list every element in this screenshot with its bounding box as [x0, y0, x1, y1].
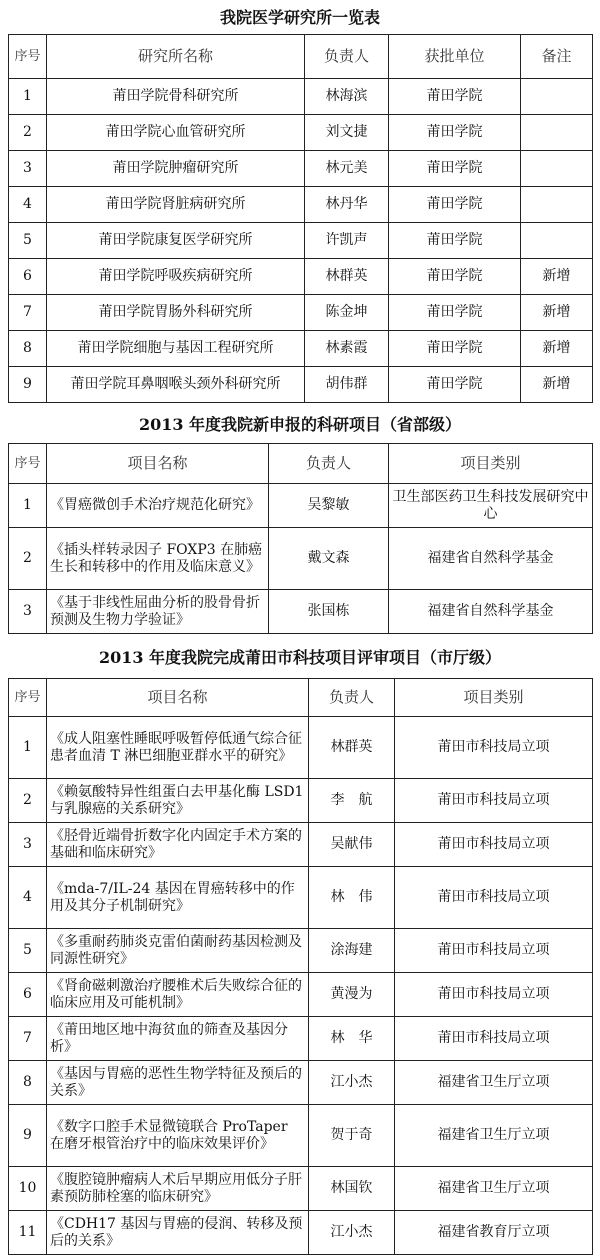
table3-header-leader: 负责人 [309, 679, 395, 717]
cell-unit: 莆田学院 [389, 115, 521, 151]
cell-category: 卫生部医药卫生科技发展研究中心 [389, 484, 593, 528]
cell-note [521, 151, 593, 187]
table3-title: 2013 年度我院完成莆田市科技项目评审项目（市厅级） [98, 648, 502, 667]
table-row [9, 187, 593, 223]
cell-name: 莆田学院呼吸疾病研究所 [47, 259, 305, 295]
cell-category: 莆田市科技局立项 [395, 1017, 593, 1061]
cell-category: 福建省自然科学基金 [389, 590, 593, 634]
cell-leader: 林元美 [305, 151, 389, 187]
table-row [9, 223, 593, 259]
cell-seq: 3 [9, 590, 47, 634]
cell-leader: 林素霞 [305, 331, 389, 367]
table2-header-leader: 负责人 [269, 444, 389, 484]
cell-leader: 胡伟群 [305, 367, 389, 403]
cell-leader: 林海滨 [305, 79, 389, 115]
cell-seq: 9 [9, 367, 47, 403]
cell-leader: 刘文捷 [305, 115, 389, 151]
cell-project-name: 《成人阻塞性睡眠呼吸暂停低通气综合征患者血清 T 淋巴细胞亚群水平的研究》 [47, 717, 309, 779]
table1-header-seq: 序号 [9, 35, 47, 79]
provincial-projects-table [8, 443, 593, 634]
table-row [9, 1211, 593, 1255]
cell-unit: 莆田学院 [389, 223, 521, 259]
cell-project-name: 《肾俞磁刺激治疗腰椎术后失败综合征的临床应用及可能机制》 [47, 973, 309, 1017]
table-row [9, 259, 593, 295]
cell-leader: 涂海建 [309, 929, 395, 973]
cell-seq: 2 [9, 115, 47, 151]
cell-project-name: 《胃癌微创手术治疗规范化研究》 [47, 484, 269, 528]
cell-name: 莆田学院胃肠外科研究所 [47, 295, 305, 331]
cell-category: 福建省卫生厅立项 [395, 1167, 593, 1211]
cell-leader: 林国钦 [309, 1167, 395, 1211]
cell-seq: 6 [9, 973, 47, 1017]
cell-unit: 莆田学院 [389, 367, 521, 403]
cell-leader: 林丹华 [305, 187, 389, 223]
cell-leader: 林 伟 [309, 867, 395, 929]
cell-project-name: 《基因与胃癌的恶性生物学特征及预后的关系》 [47, 1061, 309, 1105]
cell-project-name: 《多重耐药肺炎克雷伯菌耐药基因检测及同源性研究》 [47, 929, 309, 973]
cell-unit: 莆田学院 [389, 151, 521, 187]
cell-project-name: 《数字口腔手术显微镜联合 ProTaper 在磨牙根管治疗中的临床效果评价》 [47, 1105, 309, 1167]
table-row [9, 779, 593, 823]
cell-project-name: 《插头样转录因子 FOXP3 在肺癌生长和转移中的作用及临床意义》 [47, 528, 269, 590]
municipal-projects-table [8, 678, 593, 1255]
cell-seq: 8 [9, 1061, 47, 1105]
cell-category: 福建省卫生厅立项 [395, 1061, 593, 1105]
cell-leader: 贺于奇 [309, 1105, 395, 1167]
table-row [9, 367, 593, 403]
institutes-table [8, 34, 593, 403]
cell-seq: 3 [9, 151, 47, 187]
cell-category: 莆田市科技局立项 [395, 823, 593, 867]
cell-leader: 张国栋 [269, 590, 389, 634]
cell-leader: 黄漫为 [309, 973, 395, 1017]
cell-seq: 6 [9, 259, 47, 295]
cell-leader: 许凯声 [305, 223, 389, 259]
cell-note: 新增 [521, 367, 593, 403]
table-row [9, 79, 593, 115]
table2-header-name: 项目名称 [47, 444, 269, 484]
cell-note: 新增 [521, 295, 593, 331]
table-row [9, 823, 593, 867]
cell-seq: 11 [9, 1211, 47, 1255]
table-row [9, 528, 593, 590]
cell-note: 新增 [521, 259, 593, 295]
cell-seq: 5 [9, 223, 47, 259]
cell-name: 莆田学院细胞与基因工程研究所 [47, 331, 305, 367]
table2-header-seq: 序号 [9, 444, 47, 484]
cell-project-name: 《莆田地区地中海贫血的筛查及基因分析》 [47, 1017, 309, 1061]
table-row [9, 973, 593, 1017]
cell-category: 福建省教育厅立项 [395, 1211, 593, 1255]
cell-seq: 2 [9, 528, 47, 590]
cell-leader: 江小杰 [309, 1061, 395, 1105]
table-row [9, 1167, 593, 1211]
cell-unit: 莆田学院 [389, 259, 521, 295]
table-row [9, 1017, 593, 1061]
cell-unit: 莆田学院 [389, 295, 521, 331]
table-row [9, 1061, 593, 1105]
cell-category: 莆田市科技局立项 [395, 717, 593, 779]
cell-note [521, 79, 593, 115]
table2-header-category: 项目类别 [389, 444, 593, 484]
cell-unit: 莆田学院 [389, 331, 521, 367]
cell-seq: 10 [9, 1167, 47, 1211]
cell-category: 福建省自然科学基金 [389, 528, 593, 590]
table-row [9, 867, 593, 929]
cell-project-name: 《腹腔镜肿瘤病人术后早期应用低分子肝素预防肺栓塞的临床研究》 [47, 1167, 309, 1211]
table1-title: 我院医学研究所一览表 [219, 8, 380, 27]
cell-unit: 莆田学院 [389, 187, 521, 223]
cell-seq: 2 [9, 779, 47, 823]
cell-leader: 林群英 [305, 259, 389, 295]
cell-leader: 吴献伟 [309, 823, 395, 867]
table1-header-leader: 负责人 [305, 35, 389, 79]
table1-header-row [9, 35, 593, 79]
cell-seq: 1 [9, 484, 47, 528]
cell-seq: 7 [9, 295, 47, 331]
table-row [9, 929, 593, 973]
cell-seq: 3 [9, 823, 47, 867]
cell-project-name: 《赖氨酸特异性组蛋白去甲基化酶 LSD1 与乳腺癌的关系研究》 [47, 779, 309, 823]
cell-leader: 戴文森 [269, 528, 389, 590]
cell-category: 莆田市科技局立项 [395, 973, 593, 1017]
cell-seq: 1 [9, 717, 47, 779]
cell-leader: 林 华 [309, 1017, 395, 1061]
cell-project-name: 《CDH17 基因与胃癌的侵润、转移及预后的关系》 [47, 1211, 309, 1255]
cell-category: 莆田市科技局立项 [395, 779, 593, 823]
table1-header-note: 备注 [521, 35, 593, 79]
table2-header-row [9, 444, 593, 484]
cell-category: 莆田市科技局立项 [395, 867, 593, 929]
cell-name: 莆田学院肾脏病研究所 [47, 187, 305, 223]
cell-category: 莆田市科技局立项 [395, 929, 593, 973]
table3-header-name: 项目名称 [47, 679, 309, 717]
cell-leader: 江小杰 [309, 1211, 395, 1255]
cell-project-name: 《mda-7/IL-24 基因在胃癌转移中的作用及其分子机制研究》 [47, 867, 309, 929]
table2-title: 2013 年度我院新申报的科研项目（省部级） [138, 415, 462, 434]
table-row [9, 151, 593, 187]
cell-name: 莆田学院耳鼻咽喉头颈外科研究所 [47, 367, 305, 403]
table-row [9, 295, 593, 331]
table-row [9, 1105, 593, 1167]
table3-header-row [9, 679, 593, 717]
cell-name: 莆田学院骨科研究所 [47, 79, 305, 115]
cell-seq: 4 [9, 187, 47, 223]
cell-project-name: 《基于非线性屈曲分析的股骨骨折预测及生物力学验证》 [47, 590, 269, 634]
cell-leader: 林群英 [309, 717, 395, 779]
cell-seq: 5 [9, 929, 47, 973]
cell-seq: 8 [9, 331, 47, 367]
cell-project-name: 《胫骨近端骨折数字化内固定手术方案的基础和临床研究》 [47, 823, 309, 867]
table-row [9, 590, 593, 634]
cell-note [521, 115, 593, 151]
cell-name: 莆田学院康复医学研究所 [47, 223, 305, 259]
cell-leader: 吴黎敏 [269, 484, 389, 528]
table-row [9, 331, 593, 367]
cell-leader: 陈金坤 [305, 295, 389, 331]
cell-note [521, 187, 593, 223]
cell-category: 福建省卫生厅立项 [395, 1105, 593, 1167]
cell-name: 莆田学院肿瘤研究所 [47, 151, 305, 187]
table-row [9, 717, 593, 779]
cell-note: 新增 [521, 331, 593, 367]
cell-name: 莆田学院心血管研究所 [47, 115, 305, 151]
cell-seq: 7 [9, 1017, 47, 1061]
table3-header-seq: 序号 [9, 679, 47, 717]
cell-seq: 4 [9, 867, 47, 929]
cell-unit: 莆田学院 [389, 79, 521, 115]
cell-leader: 李 航 [309, 779, 395, 823]
cell-seq: 1 [9, 79, 47, 115]
table1-header-name: 研究所名称 [47, 35, 305, 79]
table-row [9, 115, 593, 151]
cell-note [521, 223, 593, 259]
table3-header-category: 项目类别 [395, 679, 593, 717]
table-row [9, 484, 593, 528]
table1-header-unit: 获批单位 [389, 35, 521, 79]
cell-seq: 9 [9, 1105, 47, 1167]
